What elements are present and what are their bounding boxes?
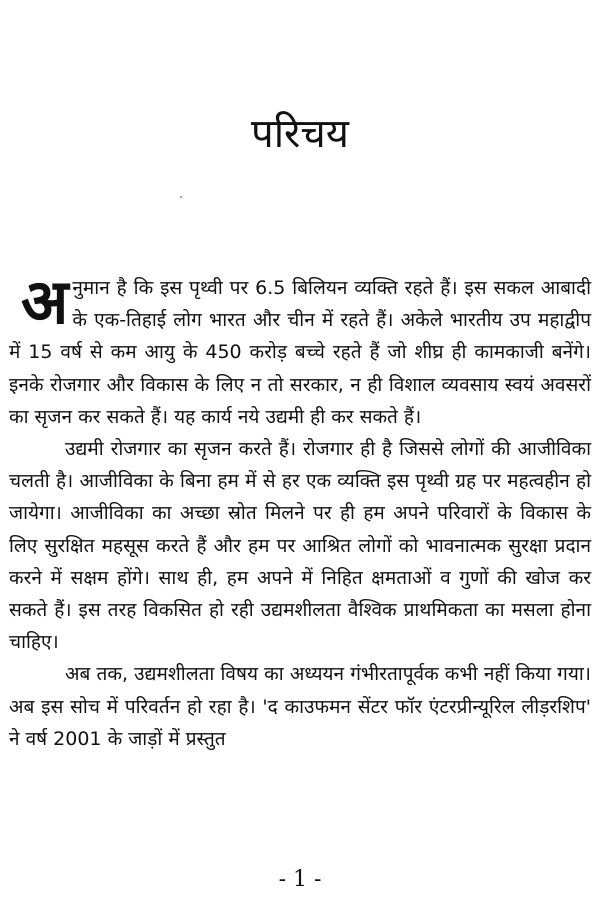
paragraph-2: उद्यमी रोजगार का सृजन करते हैं। रोजगार ही है जिससे लोगों की आजीविका चलती है। आजीविका के बिना हम में से हर एक व्यक्ति इस पृथ्वी ग्रह पर महत्वहीन हो जायेगा। आजीविका का अच्छा स्रोत मिलने पर ही हम अपने परिवारों के विकास के लिए सुरक्षित महसूस करते हैं और हम पर आश्रित लोगों को भावनात्मक सुरक्षा प्रदान करने में सक्षम होंगे। साथ ही, हम अपने में निहित क्षमताओं व गुणों की खोज कर सकते हैं। इस तरह विकसित हो रही उद्यमशीलता वैश्विक प्राथमिकता का मसला होना चाहिए। xyxy=(9,438,591,654)
paragraph-3: अब तक, उद्यमशीलता विषय का अध्ययन गंभीरतापूर्वक कभी नहीं किया गया। अब इस सोच में परिवर्तन हो रहा है। 'द काउफमन सेंटर फॉर एंटरप्रीन्यूरिल लीड़रशिप' ने वर्ष 2001 के जाड़ों में प्रस्तुत xyxy=(9,663,591,750)
body-text xyxy=(9,265,591,755)
drop-cap: अ xyxy=(21,265,69,338)
paragraph-1-text: नुमान है कि इस पृथ्वी पर 6.5 बिलियन व्यक्ति रहते हैं। इस सकल आबादी के एक-तिहाई लोग भारत और चीन में रहते हैं। अकेले भारतीय उप महाद्वीप में 15 वर्ष से कम आयु के 450 करोड़ बच्चे रहते हैं जो शीघ्र ही कामकाजी बनेंगे। इनके रोजगार और विकास के लिए न तो सरकार, न ही विशाल व्यवसाय स्वयं अवसरों का सृजन कर सकते हैं। यह कार्य नये उद्यमी ही कर सकते हैं। xyxy=(9,277,591,428)
print-speck xyxy=(180,196,182,198)
chapter-title: परिचय xyxy=(250,111,350,157)
page-number: - 1 - xyxy=(278,867,322,892)
paragraph-1 xyxy=(9,265,591,433)
